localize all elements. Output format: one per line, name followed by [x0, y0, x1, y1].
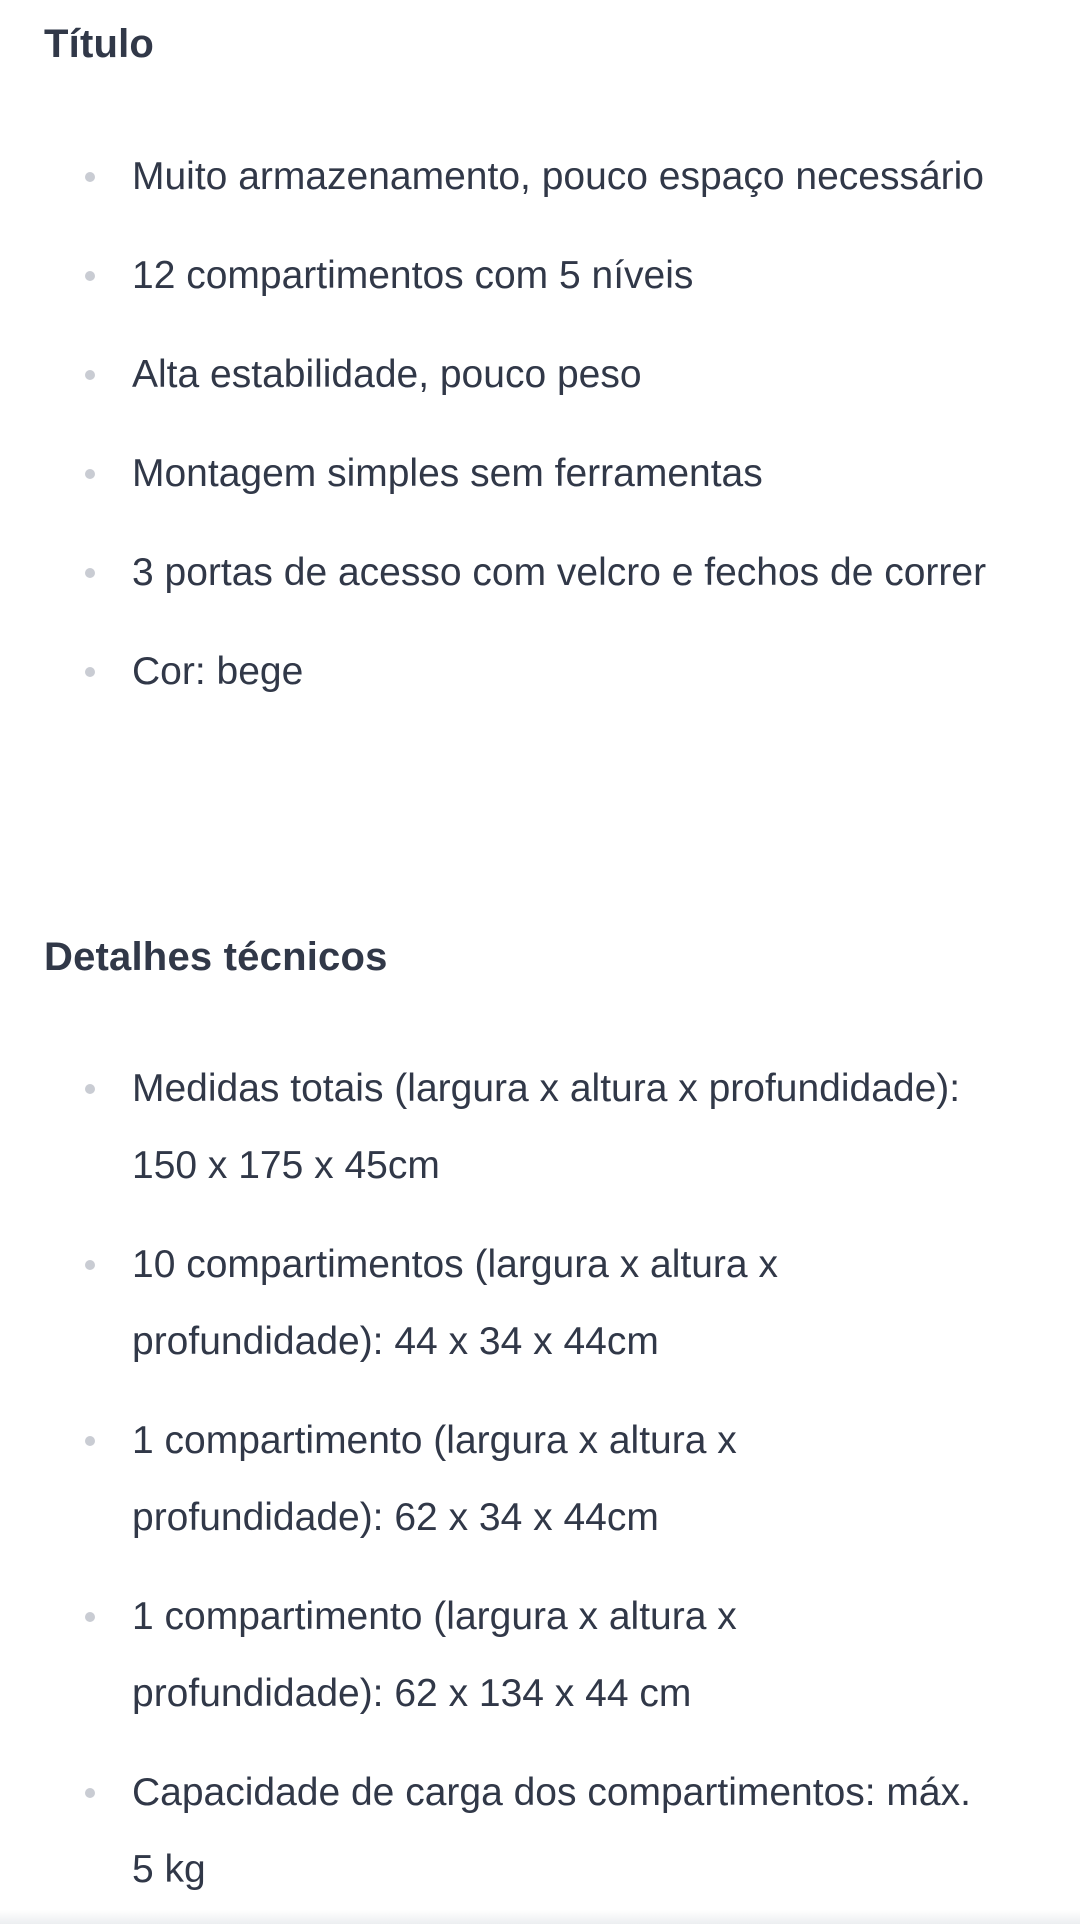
list-item-text: 1 compartimento (largura x altura x profundidade): 62 x 134 x 44 cm [132, 1595, 737, 1715]
list-item [0, 1226, 1080, 1380]
bullet-icon [85, 1084, 95, 1094]
bullet-icon [85, 172, 95, 182]
list-item-text: 3 portas de acesso com velcro e fechos de correr [132, 551, 987, 594]
list-item [0, 1754, 1080, 1908]
list-item-text: Medidas totais (largura x altura x profundidade): 150 x 175 x 45cm [132, 1067, 961, 1187]
bullet-icon [85, 1788, 95, 1798]
list-item-text: Capacidade de carga dos compartimentos: máx. 5 kg [132, 1771, 971, 1891]
bullet-icon [85, 370, 95, 380]
list-item [0, 138, 1080, 215]
bullet-icon [85, 469, 95, 479]
bullet-icon [85, 1612, 95, 1622]
bullet-icon [85, 568, 95, 578]
features-list [0, 138, 1080, 732]
list-item-text: Alta estabilidade, pouco peso [132, 353, 642, 396]
list-item-text: Muito armazenamento, pouco espaço necessário [132, 155, 984, 198]
bottom-edge-shadow [0, 1910, 1080, 1924]
list-item [0, 534, 1080, 611]
bullet-icon [85, 1436, 95, 1446]
list-item [0, 1578, 1080, 1732]
bullet-icon [85, 271, 95, 281]
list-item-text: 12 compartimentos com 5 níveis [132, 254, 694, 297]
technical-details-list [0, 1050, 1080, 1924]
list-item [0, 1402, 1080, 1556]
list-item-text: 10 compartimentos (largura x altura x profundidade): 44 x 34 x 44cm [132, 1243, 778, 1363]
list-item-text: 1 compartimento (largura x altura x profundidade): 62 x 34 x 44cm [132, 1419, 737, 1539]
section-title-features: Título [44, 22, 155, 66]
list-item [0, 633, 1080, 710]
list-item-text: Cor: bege [132, 650, 304, 693]
list-item [0, 435, 1080, 512]
list-item-text: Montagem simples sem ferramentas [132, 452, 763, 495]
bullet-icon [85, 667, 95, 677]
list-item [0, 336, 1080, 413]
bullet-icon [85, 1260, 95, 1270]
section-title-technical-details: Detalhes técnicos [44, 935, 388, 979]
list-item [0, 1050, 1080, 1204]
list-item [0, 237, 1080, 314]
